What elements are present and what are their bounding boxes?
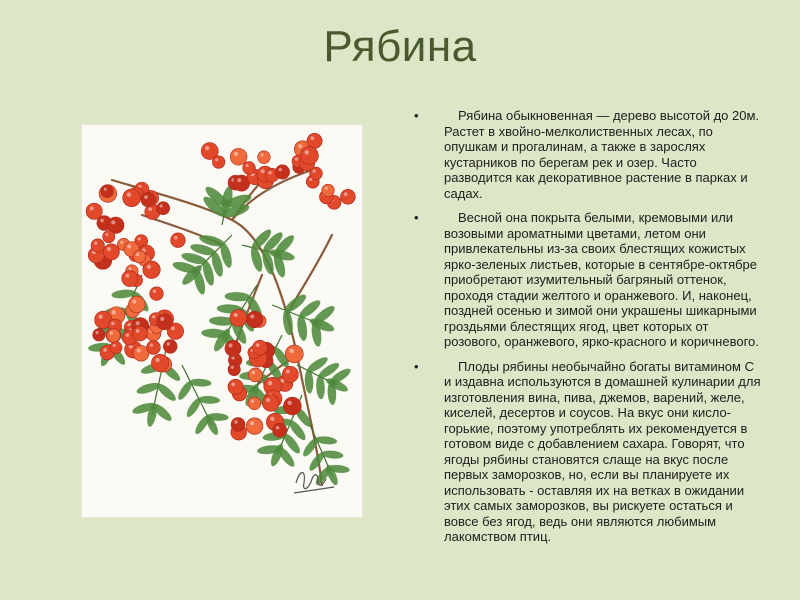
- berry: [110, 342, 122, 354]
- berry: [122, 271, 138, 287]
- berry-highlight: [110, 331, 113, 334]
- berry: [143, 261, 160, 278]
- berry: [248, 368, 262, 382]
- berry: [253, 340, 268, 355]
- berry-highlight: [136, 253, 139, 256]
- berry-highlight: [126, 333, 130, 337]
- berry: [128, 296, 145, 313]
- berry-highlight: [174, 236, 178, 240]
- berry-highlight: [276, 426, 280, 430]
- berry-highlight: [268, 381, 272, 385]
- berry-highlight: [250, 315, 254, 319]
- berry: [300, 147, 318, 165]
- berry-highlight: [304, 150, 308, 154]
- berry: [101, 185, 113, 197]
- berry-highlight: [105, 233, 108, 236]
- berry: [212, 156, 225, 169]
- berry: [225, 340, 241, 356]
- berry-highlight: [150, 343, 153, 346]
- berry-highlight: [90, 206, 94, 210]
- berry-highlight: [138, 237, 141, 240]
- berry-highlight: [287, 401, 291, 405]
- berry-highlight: [234, 420, 237, 423]
- berry: [228, 379, 243, 394]
- leaflet: [176, 379, 195, 402]
- berry-highlight: [103, 348, 107, 352]
- berry-highlight: [166, 342, 169, 345]
- berry-highlight: [100, 219, 104, 223]
- berry-highlight: [312, 170, 315, 173]
- berry-highlight: [153, 290, 156, 293]
- berry: [230, 148, 247, 165]
- berry-highlight: [231, 382, 235, 386]
- berry-highlight: [132, 299, 136, 303]
- berry-highlight: [136, 321, 140, 325]
- berry-highlight: [246, 164, 249, 167]
- berry: [246, 311, 262, 327]
- berry-highlight: [112, 310, 116, 314]
- berry-highlight: [234, 152, 238, 156]
- berry: [258, 151, 271, 164]
- berry: [285, 345, 303, 363]
- berry-highlight: [98, 315, 102, 319]
- berry-highlight: [205, 146, 209, 150]
- berry-highlight: [231, 366, 234, 369]
- artist-signature: [294, 473, 334, 494]
- berry-highlight: [120, 241, 123, 244]
- berry: [151, 354, 168, 371]
- berry-highlight: [260, 153, 263, 156]
- berry: [147, 341, 161, 355]
- berry-highlight: [127, 192, 131, 196]
- berry: [107, 329, 121, 343]
- berry-highlight: [128, 267, 131, 270]
- berry: [283, 397, 301, 415]
- berry-highlight: [137, 349, 141, 353]
- berry: [132, 326, 147, 341]
- berry: [133, 250, 146, 263]
- bullet-marker: •: [414, 108, 419, 123]
- berry: [93, 329, 105, 341]
- berry: [123, 189, 141, 207]
- berry-highlight: [160, 204, 163, 207]
- berry-highlight: [310, 136, 314, 140]
- paragraph-text: Весной она покрыта белыми, кремовыми или возовыми ароматными цветами, летом они привлекательны из-за своих блестящих кожистых ярко-зеленых листьев, которые в сентябре-октябре приобретают изумительный багряный оттенок, проходя стадии желтого и оранжевого. И, наконец, поздней осенью и зимой они украшены шикарными гроздьями блестящих ягод, цвет которых от розового, оранжевого, ярко-красного и коричневого.: [444, 210, 759, 349]
- berry: [248, 397, 261, 410]
- berry-highlight: [155, 358, 159, 362]
- berry-highlight: [344, 192, 348, 196]
- bullet-paragraph-3: [412, 359, 764, 545]
- berry: [230, 310, 247, 327]
- berry: [157, 314, 173, 330]
- bullet-marker: •: [414, 358, 419, 374]
- berry-highlight: [171, 326, 175, 330]
- berry-highlight: [250, 421, 254, 425]
- bullet-marker: •: [414, 210, 419, 225]
- berry-highlight: [252, 371, 256, 375]
- berry: [141, 192, 155, 206]
- berry-highlight: [251, 399, 254, 402]
- berry-highlight: [286, 369, 290, 373]
- berry-highlight: [113, 344, 116, 347]
- berry-highlight: [125, 274, 129, 278]
- berry-highlight: [136, 329, 140, 333]
- berry: [228, 363, 240, 375]
- berry-highlight: [256, 343, 260, 347]
- berry: [163, 340, 177, 354]
- berry-highlight: [268, 171, 271, 174]
- rowan-drawing: [82, 125, 362, 517]
- berry-highlight: [237, 178, 241, 182]
- berries: [86, 133, 355, 440]
- berry: [307, 133, 322, 148]
- berry: [86, 203, 102, 219]
- berry: [171, 233, 186, 248]
- berry-highlight: [261, 169, 265, 173]
- berry: [275, 165, 289, 179]
- berry-highlight: [96, 331, 99, 334]
- berry: [273, 423, 287, 437]
- berry-highlight: [107, 247, 111, 251]
- berry: [103, 231, 115, 243]
- berry-highlight: [144, 195, 148, 199]
- berry-highlight: [147, 265, 151, 269]
- berry: [340, 189, 355, 204]
- berry: [103, 244, 119, 260]
- bullet-paragraph-1: [412, 108, 764, 201]
- berry: [322, 184, 335, 197]
- berry-highlight: [160, 317, 164, 321]
- berry: [91, 239, 104, 252]
- berry-highlight: [229, 343, 233, 347]
- berry-highlight: [298, 144, 302, 148]
- berry-highlight: [111, 220, 115, 224]
- paragraph-text: Плоды рябины необычайно богаты витамином С и издавна используются в домашней кулинарии для изготовления вина, пива, джемов, варений, желе, киселей, десертов и соусов. На вкус они кисло-горькие, поэтому употреблять их рекомендуется в готовом виде с добавлением сахара. Говорят, что ягоды рябины становятся слаще на вкус после первых заморозков, но, если вы планируете их использовать - оставляя их на ветках в ожидании этих самых заморозков, вы рискуете остаться и вовсе без ягод, ведь они являются любимым лакомством птиц.: [444, 358, 761, 544]
- berry-highlight: [215, 158, 218, 161]
- berry: [150, 287, 164, 301]
- berry-highlight: [325, 187, 328, 190]
- paragraph-text: Рябина обыкновенная — дерево высотой до 20м. Растет в хвойно-мелколиственных лесах, по опушкам и прогалинам, а также в зарослях кустарников по берегам рек и озер. Часто разводится как декоративное растение в парках и садах.: [444, 108, 760, 201]
- berry: [231, 418, 245, 432]
- berry-highlight: [152, 315, 155, 318]
- berry-highlight: [104, 188, 107, 191]
- berry-highlight: [127, 245, 131, 249]
- slide-title: Рябина: [323, 22, 477, 71]
- text-bullets: [412, 108, 764, 554]
- berry-highlight: [266, 398, 270, 402]
- berry-highlight: [234, 313, 238, 317]
- bullet-paragraph-2: [412, 210, 764, 350]
- berry-highlight: [94, 241, 97, 244]
- berry: [243, 162, 256, 175]
- leaflet: [184, 396, 203, 419]
- berry: [246, 418, 263, 435]
- berry-highlight: [148, 207, 152, 211]
- berry: [262, 395, 279, 412]
- berry: [282, 366, 298, 382]
- berry-highlight: [295, 158, 298, 161]
- berry-highlight: [278, 168, 282, 172]
- berry-highlight: [270, 417, 274, 421]
- berry-highlight: [111, 322, 114, 325]
- rowan-illustration: [82, 125, 362, 517]
- berry: [157, 202, 170, 215]
- berry-highlight: [289, 349, 293, 353]
